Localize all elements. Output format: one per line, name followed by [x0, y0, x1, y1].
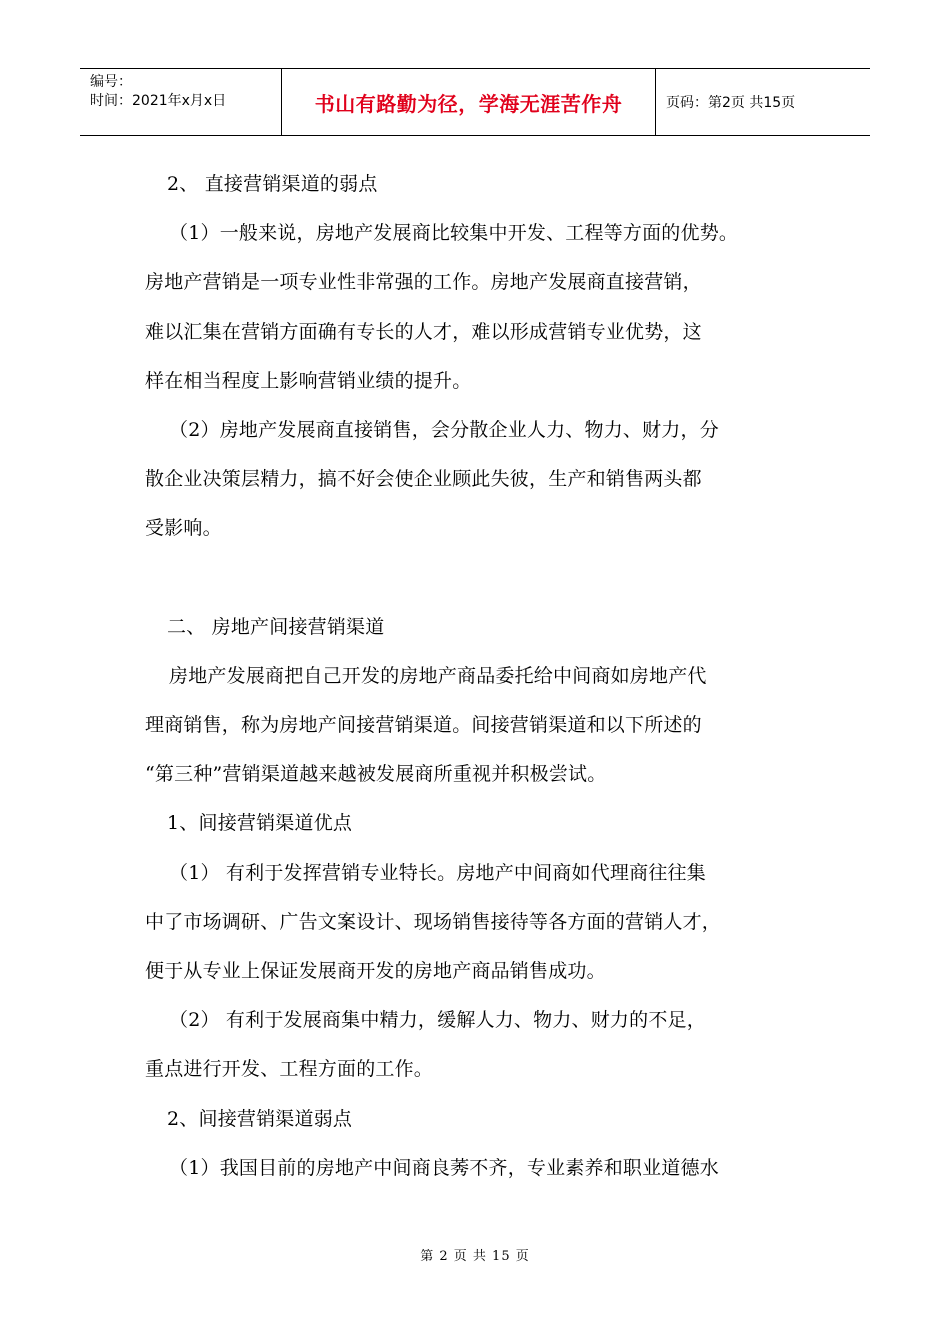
header-page-cell — [656, 69, 870, 135]
paragraph-line: 理商销售，称为房地产间接营销渠道。间接营销渠道和以下所述的 — [145, 714, 702, 737]
paragraph-line: （2） 有利于发展商集中精力，缓解人力、物力、财力的不足， — [169, 1009, 706, 1032]
paragraph-line: 散企业决策层精力，搞不好会使企业顾此失彼，生产和销售两头都 — [145, 468, 702, 491]
paragraph-line: （1） 有利于发挥营销专业特长。房地产中间商如代理商往往集 — [169, 861, 706, 884]
paragraph-line: 房地产营销是一项专业性非常强的工作。房地产发展商直接营销， — [145, 271, 702, 294]
subsection-heading: 2、间接营销渠道弱点 — [167, 1107, 353, 1130]
paragraph-line: 中了市场调研、广告文案设计、现场销售接待等各方面的营销人才， — [145, 910, 722, 933]
page-header — [80, 68, 870, 136]
document-body — [145, 160, 825, 1193]
section-heading: 2、 直接营销渠道的弱点 — [167, 173, 378, 195]
header-motto-cell — [282, 69, 656, 135]
paragraph-line: （1）我国目前的房地产中间商良莠不齐，专业素养和职业道德水 — [169, 1156, 719, 1179]
paragraph-line: （1）一般来说，房地产发展商比较集中开发、工程等方面的优势。 — [169, 222, 739, 245]
page-footer: 第 2 页 共 15 页 — [420, 1249, 530, 1264]
paragraph-line: 重点进行开发、工程方面的工作。 — [145, 1058, 434, 1081]
header-motto: 书山有路勤为径，学海无涯苦作舟 — [314, 91, 623, 116]
paragraph-line: 难以汇集在营销方面确有专长的人才，难以形成营销专业优势，这 — [145, 320, 702, 343]
paragraph-line: 受影响。 — [145, 517, 222, 540]
blank-line — [145, 554, 825, 603]
paragraph-line: 便于从专业上保证发展商开发的房地产商品销售成功。 — [145, 960, 606, 982]
section-heading: 二、 房地产间接营销渠道 — [167, 615, 385, 638]
document-number-label: 编号： — [90, 74, 132, 90]
document-time-label: 时间：2021年x月x日 — [90, 93, 227, 109]
paragraph-line: （2）房地产发展商直接销售，会分散企业人力、物力、财力，分 — [169, 418, 719, 441]
paragraph-line: 样在相当程度上影响营销业绩的提升。 — [145, 369, 472, 392]
subsection-heading: 1、间接营销渠道优点 — [167, 812, 353, 835]
header-meta-cell — [80, 69, 282, 135]
header-page-number: 页码：第2页 共15页 — [666, 95, 796, 111]
paragraph-line: “第三种”营销渠道越来越被发展商所重视并积极尝试。 — [145, 763, 607, 786]
paragraph-line: 房地产发展商把自己开发的房地产商品委托给中间商如房地产代 — [169, 664, 707, 687]
